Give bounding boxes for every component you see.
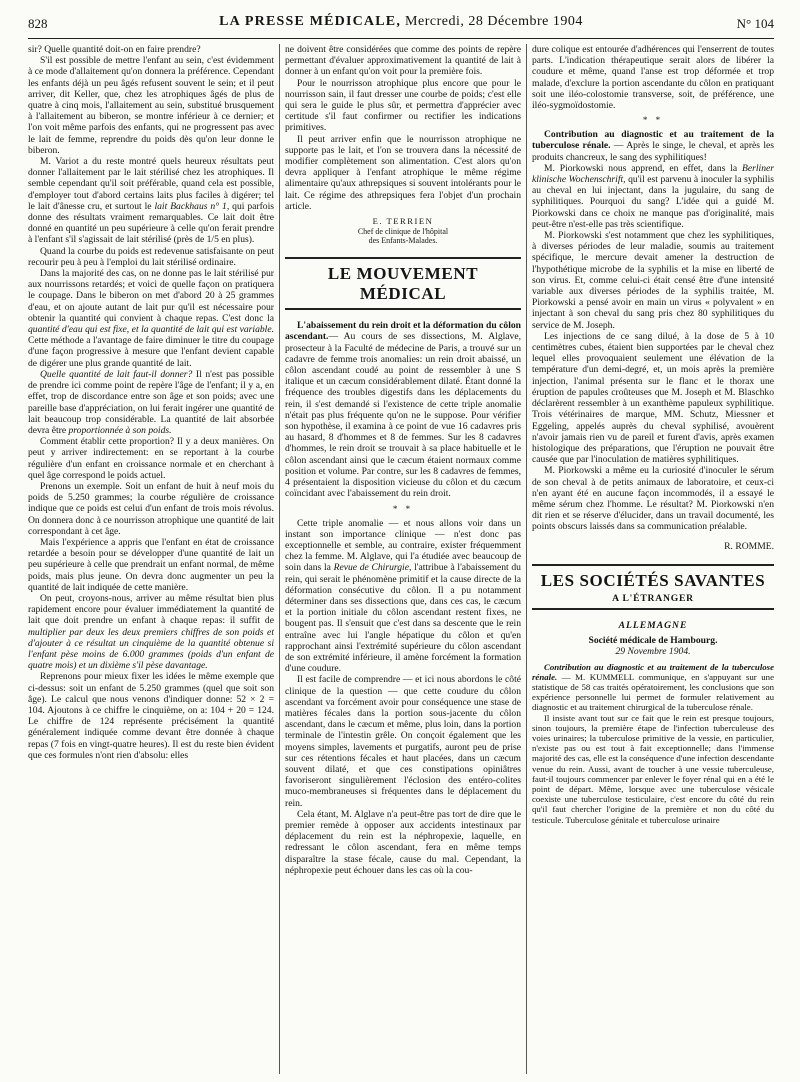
report-paragraph: Il insiste avant tout sur ce fait que le rein est presque toujours, sinon toujours, la première étape de l'infection tuberculeuse des voies urinaires; la tuberculose primitive de la vessie, en particulier, n'existe pas ou est tout à fait exceptionnelle; dans l'immense majorité des cas, elle est la conséquence d'une infection descendante venue du rein. Aussi, avant de toucher à une vessie tuberculeuse, faut-il toujours commencer par enlever le foyer rénal qui en a été le point de départ. Même, lorsque avec une tuberculose vésicale coexiste une tuberculose testiculaire, c'est encore du côté du rein qu'il faut chercher l'origine de la première et non du côté du testicule. Tuberculose génitale et tuberculose urinaire [532,712,774,825]
article-title: Contribution au diagnostic et au traitement de la tuberculose rénale. [532,129,774,152]
article-title: L'abaissement du rein droit et la déformation du côlon ascendant. [285,320,521,343]
journal-title: LA PRESSE MÉDICALE, [219,14,402,29]
report-title: Contribution au diagnostic et au traitement de la tuberculose rénale. [532,661,774,682]
paragraph: M. Piorkowski s'est notamment que chez les syphilitiques, à diverses périodes de leur maladie, soumis au traitement spécifique, le mercure devait amener la destruction de l'hypothétique microbe de la syphilis et la mise en liberté de son virus. Et, comme celui-ci était censé être d'une intensité variable aux diverses périodes de la syphilis traitée, M. Piorkowski a pensé avoir en main un virus « polyvalent » en injectant à son cheval du sang pris chez 80 syphilitiques du service de M. Joseph. [532,230,774,331]
issue-number: N° 104 [736,16,774,31]
paragraph: M. Variot a du reste montré quels heureux résultats peut donner l'allaitement par le lait stérilisé chez les atrophiques. Il semble cependant qu'il soit préférable, quand cela est possible, d'employer tout d'abord certains laits plus faciles à digérer; tel le lait d'ânesse cru, et surtout le lait Backhaus n° 1, qui parfois donne des résultats vraiment remarquables. Ce lait doit être donné en quantité un peu supérieure à celle qu'on ferait prendre à l'enfant s'il s'agissait de lait stérilisé (près de 1/5 en plus). [28,156,274,246]
section-header [532,564,774,610]
author-signature: R. ROMME. [724,540,774,552]
paragraph: Il peut arriver enfin que le nourrisson atrophique ne supporte pas le lait, et l'on se trouvera dans la nécessité de modifier complètement son alimentation. C'est alors qu'on devra appliquer à l'enfant atrophique le même régime alimentaire qu'aux athrepsiques si souvent intolérants pour le lait. Ce régime des athrepsiques fera l'objet d'un prochain article. [285,133,521,212]
author-signature: E. TERRIEN [372,216,434,227]
column-divider-1 [279,44,280,1074]
paragraph: dure colique est entourée d'adhérences qui l'enserrent de toutes parts. L'indication thérapeutique serait alors de libérer la coudure et même, quand l'anse est trop déformée et trop malade, d'exclure la portion ascendante du côlon en pratiquant soit une iléo-colostomie transverse, soit, de préférence, une iléo-sygmoïdostomie. [532,44,774,112]
paragraph: Mais l'expérience a appris que l'enfant en état de croissance retardée a besoin pour se développer d'une quantité de lait un peu supérieure à celle que prendrait un enfant normal, de même poids, mais plus jeune. On devra donc augmenter un peu la quantité de lait indiquée de cette manière. [28,536,274,593]
report-body [532,662,774,825]
separator-stars: * * [392,503,414,514]
article-paragraph: Contribution au diagnostic et au traitement de la tuberculose rénale. — Après le singe, le cheval, et après les produits chancreux, le sang des syphilitiques! [532,129,774,163]
journal-masthead [28,14,774,30]
column-divider-2 [526,44,527,1074]
author-title: des Enfants-Malades. [368,236,438,246]
paragraph: Prenons un exemple. Soit un enfant de huit à neuf mois du poids de 5.250 grammes; la courbe régulière de croissance indique que ce poids est celui d'un enfant de trois mois révolus. On donnera donc à ce nourrisson atrophique une quantité de lait correspondant à cet âge. [28,480,274,537]
paragraph: M. Piorkowski nous apprend, en effet, dans la Berliner klinische Wochenschrift, qu'il est parvenu à inoculer la syphilis au cheval en lui injectant, dans la jugulaire, du sang de syphilitiques. Pourquoi du sang? L'idée qui a guidé M. Piorkowski dans ce choix ne manque pas d'originalité, mais peut-être n'est-elle pas très scientifique. [532,162,774,230]
page-header [28,12,774,39]
article-paragraph: L'abaissement du rein droit et la déformation du côlon ascendant.— Au cours de ses dissections, M. Alglave, prosecteur à la Faculté de médecine de Paris, a trouvé sur un cadavre de femme trois anomalies: un rein droit abaissé, un côlon ascendant coudé au point de ressembler à une S italique et un cæcum considérablement dilaté. Étant donné la fréquence des troubles digestifs dans les déplacements du rein, il s'est demandé si l'existence de cette triple anomalie n'était pas plus fréquente qu'on ne le suppose. Pour vérifier son hypothèse, il examina à ce point de vue 16 cadavres pris au hasard, 8 d'hommes et 8 de femmes. Sur les 8 cadavres d'hommes, le rein droit se trouvait à sa place habituelle et le côlon ascendant ainsi que le cæcum étaient normaux comme position et volume. Par contre, sur les 8 cadavres de femmes, 4 présentaient la disposition vicieuse du côlon et du cæcum coïncidant avec l'abaissement du rein droit. [285,320,521,500]
paragraph: sir? Quelle quantité doit-on en faire prendre? [28,44,201,55]
paragraph: Les injections de ce sang dilué, à la dose de 5 à 10 centimètres cubes, étaient bien supportées par le cheval chez lequel elles provoquaient seulement une élévation de la température d'un demi-degré, et, un mois après la première injection, l'animal présenta sur le flanc et le thorax une éruption de papules croûteuses que M. Joseph et M. Blaschko déclarèrent ressembler à un exanthème papuleux syphilitique. Trois vétérinaires de marque, MM. Schutz, Miessner et Eggeling, appelés auprès du cheval syphilisé, avouèrent n'avoir jamais rien vu de pareil et furent d'avis, après examen histologique des préparations, que l'éruption ne pouvait être causée que par l'inoculation de matières syphilitiques. [532,330,774,466]
column-1 [28,44,274,1074]
column-2 [285,44,521,1074]
section-subtitle: A L'ÉTRANGER [612,592,694,604]
paragraph: Cela étant, M. Alglave n'a peut-être pas tort de dire que le premier remède à opposer aux accidents intestinaux par déplacement du rein est la néphropexie, laquelle, en redressant le côlon ascendant, fera en même temps disparaître la stase fécale, cause du mal. Cependant, la néphropexie peut échouer dans les cas où la cou- [285,808,521,876]
paragraph: Dans la majorité des cas, on ne donne pas le lait stérilisé pur aux nourrissons retardés; et voici de quelle façon on pratiquera le coupage. Dans le biberon on met d'abord 20 à 25 grammes d'eau, et on ajoute autant de lait pur qu'il est nécessaire pour obtenir la quantité qui convient à chaque repas. C'est donc la quantité d'eau qui est fixe, et la quantité de lait qui est variable. Cette méthode a l'avantage de faire diminuer le titre du coupage d'une façon progressive à mesure que l'enfant devient capable de digérer une plus grande quantité de lait. [28,268,274,369]
paragraph: Cette triple anomalie — et nous allons voir dans un instant son importance clinique — n'est donc pas exceptionnelle et semble, au contraire, exister fréquemment chez la femme. M. Alglave, qui l'a étudiée avec beaucoup de soin dans la Revue de Chirurgie, l'attribue à l'abaissement du rein, qui serait le phénomène primitif et la cause directe de la déformation consécutive du côlon. Il a pu notamment déterminer dans ses dissections que, dans ces cas, le cæcum et la portion initiale du côlon ascendant restent fixes, ne bougent pas. Il s'ensuit que c'est dans sa descente que le rein entraîne avec lui l'angle hépatique du côlon et qu'en rapprochant ainsi l'extrémité supérieure du côlon ascendant de son extrémité inférieure, il amène forcément la formation d'une coudure. [285,517,521,675]
column-3 [532,44,774,1074]
paragraph: Reprenons pour mieux fixer les idées le même exemple que ci-dessus: soit un enfant de 5.250 grammes (quel que soit son âge). Le calcul que nous venons d'indiquer donne: 52 × 2 = 104. Ajoutons à ce chiffre le cinquième, on a: 104 + 20 = 124. Le chiffre de 124 représente précisément la quantité généralement indiquée comme devant être donnée à chaque repas (7 fois en vingt-quatre heures). Il est du reste bien évident que ces formules n'ont rien d'absolu: elles [28,671,274,761]
meeting-date: 29 Novembre 1904. [615,646,691,658]
paragraph: Il est facile de comprendre — et ici nous abordons le côté clinique de la question — que cette coudure du côlon ascendant va forcément avoir pour conséquence une stase de matières fécales dans la portion sous-jacente du côlon ascendant, dans le cæcum et même, plus loin, dans la portion terminale de l'intestin grêle. On conçoit également que les moyens simples, lavements et purgatifs, auront peu de prise sur ces rétentions fécales et haut placées, dans un cæcum souvent dilaté, et que ces constipations opiniâtres favoriseront singulièrement l'éclosion des entéro-colites muco-membraneuses si fréquentes dans le déplacement du rein. [285,674,521,809]
section-title: LES SOCIÉTÉS SAVANTES [540,570,766,590]
issue-date: Mercredi, 28 Décembre 1904 [405,14,583,29]
report-paragraph: Contribution au diagnostic et au traitement de la tuberculose rénale. — M. KUMMELL communique, en s'appuyant sur une statistique de 58 cas traités opératoirement, les conclusions que son expérience personnelle lui permet de formuler relativement au diagnostic et au traitement chirurgical de la tuberculose rénale. [532,661,774,713]
paragraph: M. Piorkowski a même eu la curiosité d'inoculer le sérum de son cheval à de petits animaux de laboratoire, et ceux-ci n'en ayant été en aucune façon incommodés, il a essayé le même sérum chez l'homme. Le résultat? M. Piorkowski n'en dit rien et se réserve d'élucider, dans un travail documenté, les points obscurs laissés dans sa communication préalable. [532,465,774,533]
paragraph: ne doivent être considérées que comme des points de repère permettant d'évaluer approximativement la quantité de lait à donner à un enfant qu'on voit pour la première fois. [285,44,521,78]
section-title: LE MOUVEMENT MÉDICAL [327,264,479,304]
author-title: Chef de clinique de l'hôpital [357,227,449,237]
paragraph: Comment établir cette proportion? Il y a deux manières. On peut y arriver indirectement: en se reportant à la courbe régulière d'un enfant en croissance normale et en cherchant à quel âge correspond le poids actuel. [28,436,274,481]
country-heading: ALLEMAGNE [618,619,688,631]
separator-stars: * * [642,115,664,126]
society-heading: Société médicale de Hambourg. [588,635,718,647]
paragraph: Pour le nourrisson atrophique plus encore que pour le nourrisson sain, il faut dresser une courbe de poids; c'est elle qui sera le guide le plus sûr, et permettra d'apprécier avec certitude s'il faut confirmer ou rectifier les indications primitives. [285,77,521,134]
paragraph: On peut, croyons-nous, arriver au même résultat bien plus rapidement encore pour évaluer immédiatement la quantité de lait que doit prendre un enfant à chaque repas: il suffit de multiplier par deux les deux premiers chiffres de son poids et d'ajouter à ce résultat un cinquième de la quantité obtenue si l'enfant pèse moins de 6.000 grammes (poids d'un enfant de quatre mois) et un dixième s'il pèse davantage. [28,592,274,672]
paragraph: Quelle quantité de lait faut-il donner? Il n'est pas possible de prendre ici comme point de repère l'âge de l'enfant; il y a, en effet, trop de discordance entre son âge et son poids; avec une pareille base d'appréciation, on lui ferait ingérer une quantité de lait beaucoup trop considérable. La quantité de lait absorbée devra être proportionnée à son poids. [28,368,274,436]
page-number: 828 [28,16,48,31]
paragraph: S'il est possible de mettre l'enfant au sein, c'est évidemment à ce mode d'allaitement qu'on donnera la préférence. Cependant les enfants déjà un peu âgés refusent souvent le sein; et il peut arriver, dit Keller, que, chez les atrophiques âgés de plus de quatre à cinq mois, l'allaitement au sein, substitué brusquement à l'allaitement au biberon, se montre inférieur à ce dernier; et l'on voit même parfois des enfants, qui ne progressent pas avec le lait de femme, reprendre du poids dès qu'on leur donne le biberon. [28,55,274,156]
paragraph: Quand la courbe du poids est redevenue satisfaisante on peut recourir peu à peu à l'emploi du lait stérilisé ordinaire. [28,245,274,268]
section-header [285,257,521,310]
